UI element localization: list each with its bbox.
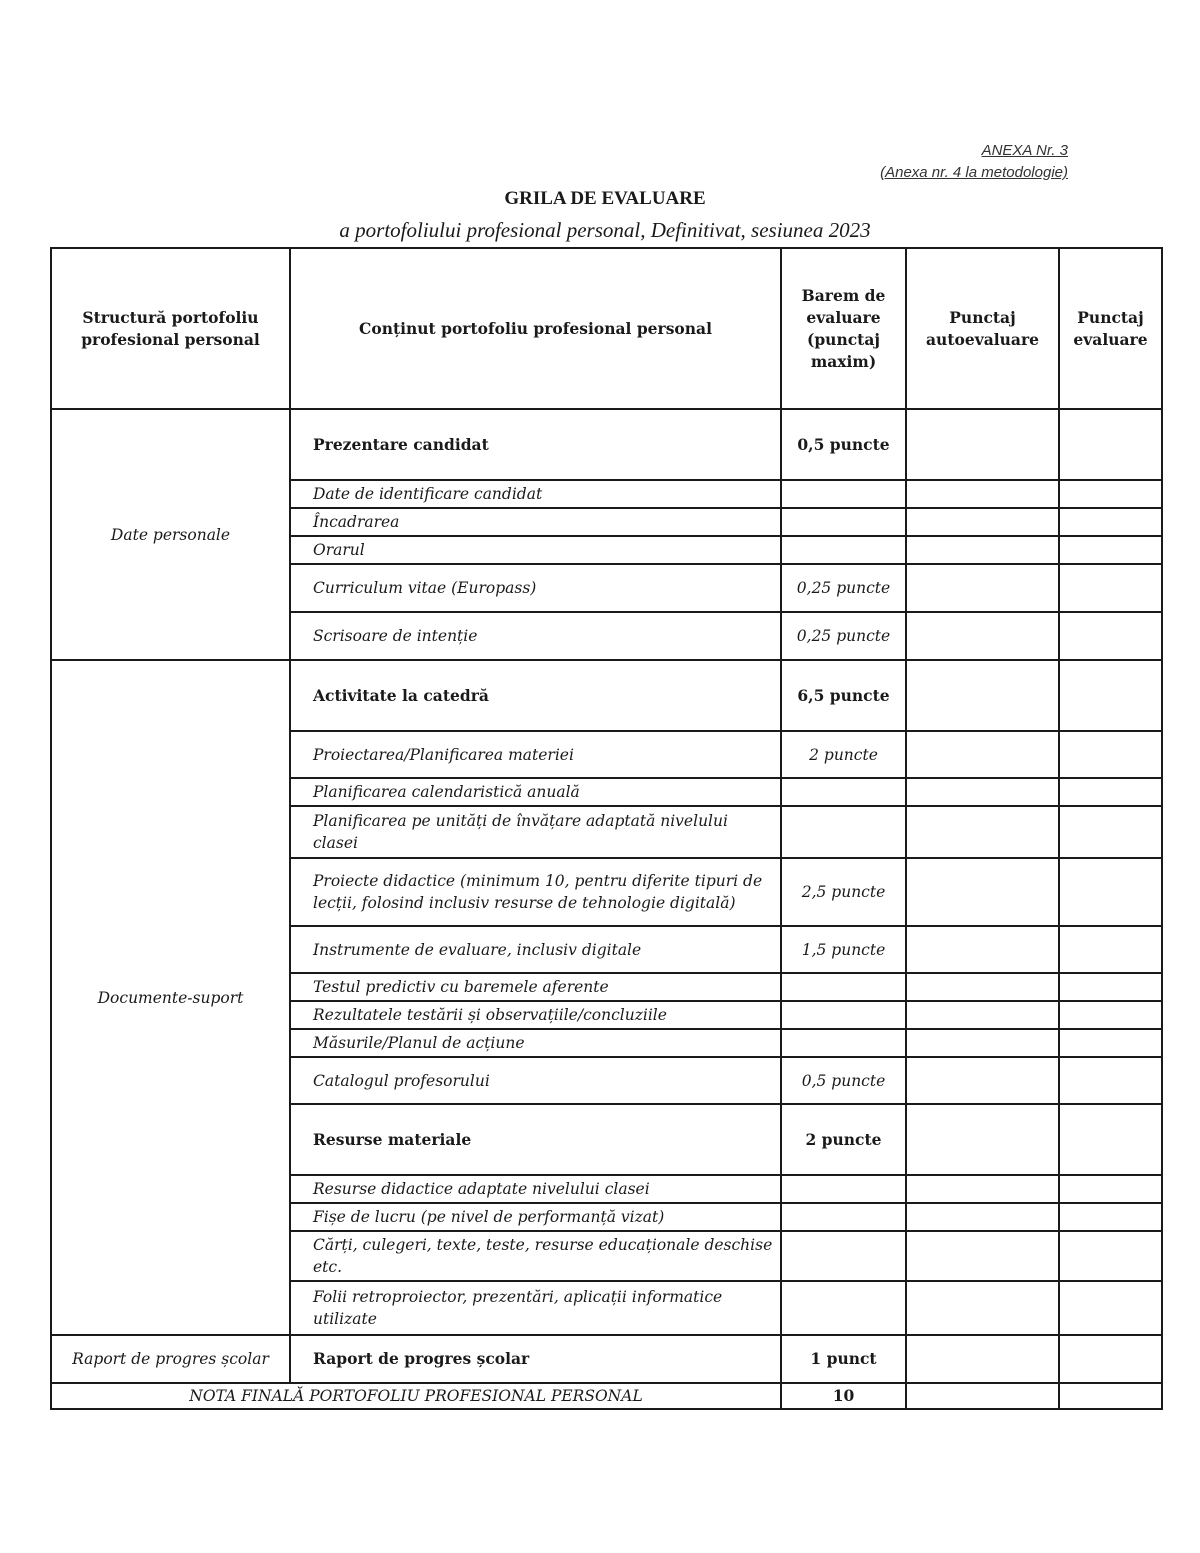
header-structure: Structură portofoliu profesional personal [51, 248, 290, 409]
self-score-cell[interactable] [906, 536, 1059, 564]
score-cell[interactable] [1059, 858, 1162, 926]
score-cell[interactable] [1059, 564, 1162, 612]
row-points: 2 puncte [781, 1104, 906, 1175]
self-score-cell[interactable] [906, 1001, 1059, 1029]
self-score-cell[interactable] [906, 1203, 1059, 1231]
score-cell[interactable] [1059, 926, 1162, 973]
row-content: Fișe de lucru (pe nivel de performanță vizat) [290, 1203, 781, 1231]
section-raport: Raport de progres școlar [51, 1335, 290, 1383]
row-points [781, 1001, 906, 1029]
section-date-personale: Date personale [51, 409, 290, 660]
self-score-cell[interactable] [906, 1231, 1059, 1281]
final-grade-label: NOTA FINALĂ PORTOFOLIU PROFESIONAL PERSONAL [51, 1383, 781, 1409]
row-content: Prezentare candidat [290, 409, 781, 480]
annex-reference: (Anexa nr. 4 la metodologie) [880, 164, 1068, 181]
row-points [781, 973, 906, 1001]
self-score-cell[interactable] [906, 806, 1059, 858]
section-documente-suport: Documente-suport [51, 660, 290, 1335]
score-cell[interactable] [1059, 1231, 1162, 1281]
score-cell[interactable] [1059, 1029, 1162, 1057]
row-points [781, 508, 906, 536]
score-cell[interactable] [1059, 778, 1162, 806]
self-score-cell[interactable] [906, 1057, 1059, 1104]
table-row [51, 660, 1162, 731]
self-score-cell[interactable] [906, 1383, 1059, 1409]
row-content: Încadrarea [290, 508, 781, 536]
row-content: Raport de progres școlar [290, 1335, 781, 1383]
score-cell[interactable] [1059, 1203, 1162, 1231]
self-score-cell[interactable] [906, 1335, 1059, 1383]
row-points [781, 480, 906, 508]
score-cell[interactable] [1059, 660, 1162, 731]
row-content: Folii retroproiector, prezentări, aplicații informatice utilizate [290, 1281, 781, 1335]
self-score-cell[interactable] [906, 1175, 1059, 1203]
table-row [51, 1335, 1162, 1383]
row-points: 0,5 puncte [781, 1057, 906, 1104]
table-row [51, 409, 1162, 480]
score-cell[interactable] [1059, 612, 1162, 660]
row-points: 6,5 puncte [781, 660, 906, 731]
row-points: 1 punct [781, 1335, 906, 1383]
row-content: Testul predictiv cu baremele aferente [290, 973, 781, 1001]
row-points: 0,25 puncte [781, 612, 906, 660]
score-cell[interactable] [1059, 806, 1162, 858]
row-content: Resurse materiale [290, 1104, 781, 1175]
score-cell[interactable] [1059, 409, 1162, 480]
self-score-cell[interactable] [906, 926, 1059, 973]
row-content: Proiecte didactice (minimum 10, pentru diferite tipuri de lecții, folosind inclusiv resurse de tehnologie digitală) [290, 858, 781, 926]
row-content: Activitate la catedră [290, 660, 781, 731]
self-score-cell[interactable] [906, 858, 1059, 926]
row-content: Scrisoare de intenție [290, 612, 781, 660]
evaluation-grid [50, 247, 1163, 1410]
row-points [781, 1029, 906, 1057]
self-score-cell[interactable] [906, 508, 1059, 536]
score-cell[interactable] [1059, 480, 1162, 508]
final-grade-value: 10 [781, 1383, 906, 1409]
header-barem: Barem de evaluare (punctaj maxim) [781, 248, 906, 409]
self-score-cell[interactable] [906, 612, 1059, 660]
header-score: Punctaj evaluare [1059, 248, 1162, 409]
score-cell[interactable] [1059, 1104, 1162, 1175]
row-content: Planificarea calendaristică anuală [290, 778, 781, 806]
row-content: Rezultatele testării și observațiile/concluziile [290, 1001, 781, 1029]
header-content: Conținut portofoliu profesional personal [290, 248, 781, 409]
row-points [781, 778, 906, 806]
row-points [781, 806, 906, 858]
row-content: Resurse didactice adaptate nivelului clasei [290, 1175, 781, 1203]
self-score-cell[interactable] [906, 1104, 1059, 1175]
row-content: Catalogul profesorului [290, 1057, 781, 1104]
header-row [51, 248, 1162, 409]
score-cell[interactable] [1059, 508, 1162, 536]
final-row [51, 1383, 1162, 1409]
self-score-cell[interactable] [906, 564, 1059, 612]
header-self-score: Punctaj autoevaluare [906, 248, 1059, 409]
row-content: Proiectarea/Planificarea materiei [290, 731, 781, 778]
row-content: Date de identificare candidat [290, 480, 781, 508]
self-score-cell[interactable] [906, 660, 1059, 731]
row-points [781, 1281, 906, 1335]
score-cell[interactable] [1059, 1001, 1162, 1029]
row-points [781, 536, 906, 564]
self-score-cell[interactable] [906, 409, 1059, 480]
self-score-cell[interactable] [906, 778, 1059, 806]
annex-number: ANEXA Nr. 3 [981, 142, 1068, 159]
row-points: 0,5 puncte [781, 409, 906, 480]
score-cell[interactable] [1059, 973, 1162, 1001]
row-content: Planificarea pe unități de învățare adaptată nivelului clasei [290, 806, 781, 858]
score-cell[interactable] [1059, 731, 1162, 778]
score-cell[interactable] [1059, 1175, 1162, 1203]
row-points: 2 puncte [781, 731, 906, 778]
self-score-cell[interactable] [906, 1281, 1059, 1335]
row-content: Curriculum vitae (Europass) [290, 564, 781, 612]
score-cell[interactable] [1059, 1335, 1162, 1383]
self-score-cell[interactable] [906, 1029, 1059, 1057]
row-points [781, 1231, 906, 1281]
score-cell[interactable] [1059, 1057, 1162, 1104]
self-score-cell[interactable] [906, 731, 1059, 778]
score-cell[interactable] [1059, 536, 1162, 564]
row-content: Măsurile/Planul de acțiune [290, 1029, 781, 1057]
page-title: GRILA DE EVALUARE [504, 188, 706, 209]
self-score-cell[interactable] [906, 480, 1059, 508]
row-content: Orarul [290, 536, 781, 564]
row-points: 0,25 puncte [781, 564, 906, 612]
row-content: Cărți, culegeri, texte, teste, resurse educaționale deschise etc. [290, 1231, 781, 1281]
row-points: 1,5 puncte [781, 926, 906, 973]
score-cell[interactable] [1059, 1383, 1162, 1409]
self-score-cell[interactable] [906, 973, 1059, 1001]
row-points [781, 1203, 906, 1231]
row-points: 2,5 puncte [781, 858, 906, 926]
row-content: Instrumente de evaluare, inclusiv digitale [290, 926, 781, 973]
page-subtitle: a portofoliului profesional personal, Definitivat, sesiunea 2023 [339, 218, 871, 242]
score-cell[interactable] [1059, 1281, 1162, 1335]
row-points [781, 1175, 906, 1203]
